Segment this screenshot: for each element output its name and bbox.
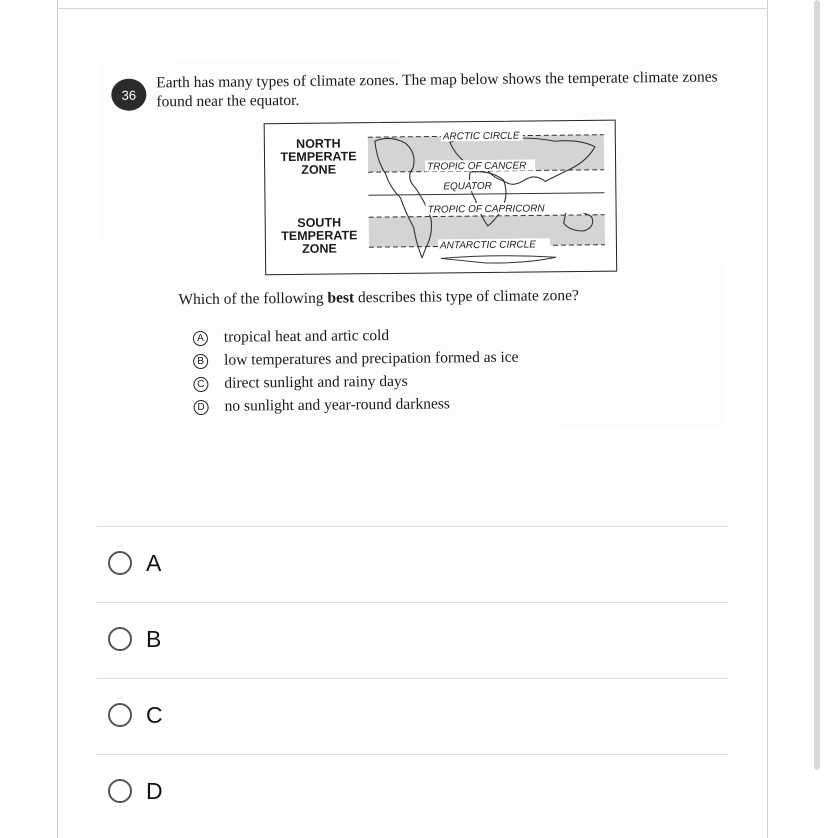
antarctic-circle-label: ANTARCTIC CIRCLE (439, 239, 536, 252)
answer-label: D (146, 777, 163, 804)
equator-line (368, 193, 604, 195)
radio-button[interactable] (108, 703, 132, 727)
south-temperate-zone-label: SOUTH TEMPERATE ZONE (281, 215, 358, 256)
choice-letter-circle: A (193, 330, 208, 345)
equator-label: EQUATOR (443, 180, 492, 193)
top-divider (57, 8, 768, 9)
prompt-bold: best (327, 289, 355, 307)
printed-choice-d (194, 391, 654, 418)
prompt-before: Which of the following (178, 289, 328, 309)
answer-divider (97, 754, 728, 755)
scrollbar[interactable] (814, 0, 820, 770)
question-prompt (178, 286, 698, 309)
choice-text: direct sunlight and rainy days (224, 372, 408, 392)
radio-button[interactable] (108, 627, 132, 651)
choice-text: low temperatures and precipation formed as ice (224, 348, 519, 369)
choice-text: tropical heat and artic cold (223, 326, 390, 346)
answer-label: B (146, 625, 162, 652)
climate-map (264, 120, 618, 276)
question-text: Earth has many types of climate zones. The map below shows the temperate climate zones found near the equator. (156, 68, 718, 111)
tropic-of-cancer-label: TROPIC OF CANCER (427, 160, 527, 173)
choice-text: no sunlight and year-round darkness (224, 395, 450, 415)
answer-option-b[interactable] (108, 624, 408, 654)
radio-button[interactable] (108, 779, 132, 803)
question-number-badge: 36 (111, 79, 146, 111)
answer-label: C (146, 701, 163, 728)
answer-label: A (146, 549, 162, 576)
choice-letter-circle: D (194, 399, 209, 414)
prompt-after: describes this type of climate zone? (354, 286, 579, 307)
arctic-circle-label: ARCTIC CIRCLE (442, 130, 520, 143)
question-image (100, 56, 724, 434)
answer-divider (97, 526, 728, 527)
choice-letter-circle: C (193, 376, 208, 391)
answer-option-a[interactable] (108, 548, 408, 578)
answer-option-d[interactable] (108, 776, 408, 806)
north-temperate-zone-label: NORTH TEMPERATE ZONE (280, 136, 357, 177)
choice-letter-circle: B (193, 353, 208, 368)
tropic-of-capricorn-label: TROPIC OF CAPRICORN (427, 203, 545, 216)
antarctica-outline (441, 255, 556, 263)
radio-button[interactable] (108, 551, 132, 575)
answer-divider (97, 678, 728, 679)
answer-divider (97, 602, 728, 603)
answer-option-c[interactable] (108, 700, 408, 730)
